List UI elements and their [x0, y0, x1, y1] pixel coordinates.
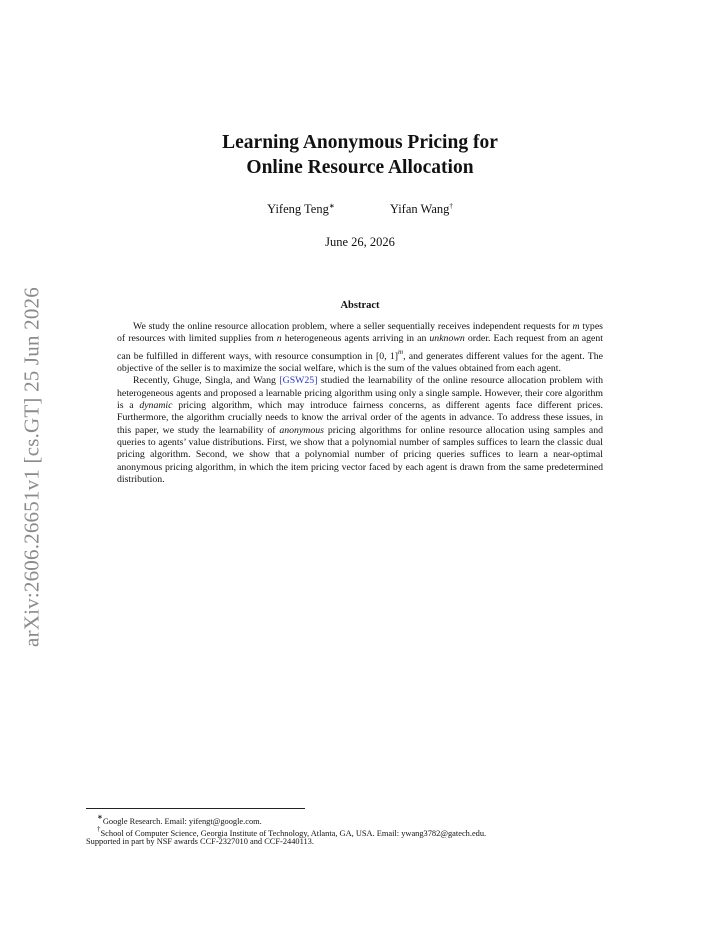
footnote-mark: † — [97, 825, 101, 833]
abstract-heading: Abstract — [340, 300, 380, 311]
abstract-text: order. Each request from an agent can be fulfilled in different ways, with resource consumption in — [117, 333, 603, 362]
footnote-text: School of Computer Science, Georgia Institute of Technology, Atlanta, GA, USA. Email: ywang3782@gatech.edu. — [100, 829, 487, 838]
author-footnote-mark: ∗ — [328, 202, 335, 210]
abstract-text: heterogeneous agents arriving in an — [281, 333, 430, 345]
footnote-funding: Supported in part by NSF awards CCF-2327010 and CCF-2440113. — [86, 837, 314, 846]
abstract-text: types of resources with limited supplies from — [117, 321, 603, 345]
footnote-rule — [86, 808, 305, 809]
math-variable: n — [276, 333, 282, 345]
abstract-text: studied the learnability of the online resource allocation problem with heterogeneous agents and proposed a learnable pricing algorithm using only a single sample. However, their core algorithm is a — [117, 375, 603, 412]
abstract-paragraph-2 — [117, 375, 603, 486]
abstract-text: pricing algorithms for online resource allocation using samples and queries to agents’ value distributions. First, we show that a polynomial number of samples suffices to learn the classic dual pricing algorithm. Second, we show that a polynomial number of pricing queries suffices to learn a near-optimal anonymous pricing algorithm, in which the item pricing vector faced by each agent is drawn from the same predetermined distribution. — [117, 424, 604, 486]
citation-link[interactable]: [GSW25] — [279, 375, 318, 387]
footnote-mark: ∗ — [97, 813, 103, 821]
author-list — [0, 202, 720, 217]
footnote-text: Google Research. Email: yifengt@google.com. — [102, 817, 262, 826]
emphasis-text: dynamic — [139, 400, 173, 412]
paper-title-line-1: Learning Anonymous Pricing for — [222, 132, 498, 153]
arxiv-sidebar-stamp — [12, 262, 52, 672]
math-variable: m — [572, 321, 580, 332]
author — [267, 202, 335, 217]
abstract-paragraph-1 — [117, 321, 603, 375]
paper-date: June 26, 2026 — [325, 235, 395, 249]
math-exponent: m — [398, 347, 404, 356]
author — [390, 202, 453, 217]
abstract-text: pricing algorithm, which may introduce fairness concerns, as different agents face different prices. Furthermore, the algorithm crucially needs to know the arrival order of the agents in advance. To address these issues, in this paper, we study the learnability of — [117, 400, 604, 436]
author-footnote-mark: † — [449, 202, 453, 210]
author-name: Yifan Wang — [389, 202, 450, 216]
math-interval: [0, 1] — [376, 350, 399, 362]
abstract-text: We study the online resource allocation problem, where a seller sequentially receives independent requests for — [133, 321, 573, 332]
arxiv-identifier: arXiv:2606.26651v1 [cs.GT] 25 Jun 2026 — [19, 287, 44, 647]
abstract-text: Recently, Ghuge, Singla, and Wang — [133, 375, 280, 387]
abstract-text: , and generates different values for the agent. The objective of the seller is to maximize the social welfare, which is the sum of the values obtained from each agent. — [117, 350, 603, 375]
emphasis-text: anonymous — [279, 424, 324, 436]
abstract-body — [117, 321, 603, 486]
paper-title-line-2: Online Resource Allocation — [246, 157, 474, 178]
emphasis-text: unknown — [429, 333, 465, 345]
author-name: Yifeng Teng — [267, 202, 329, 216]
